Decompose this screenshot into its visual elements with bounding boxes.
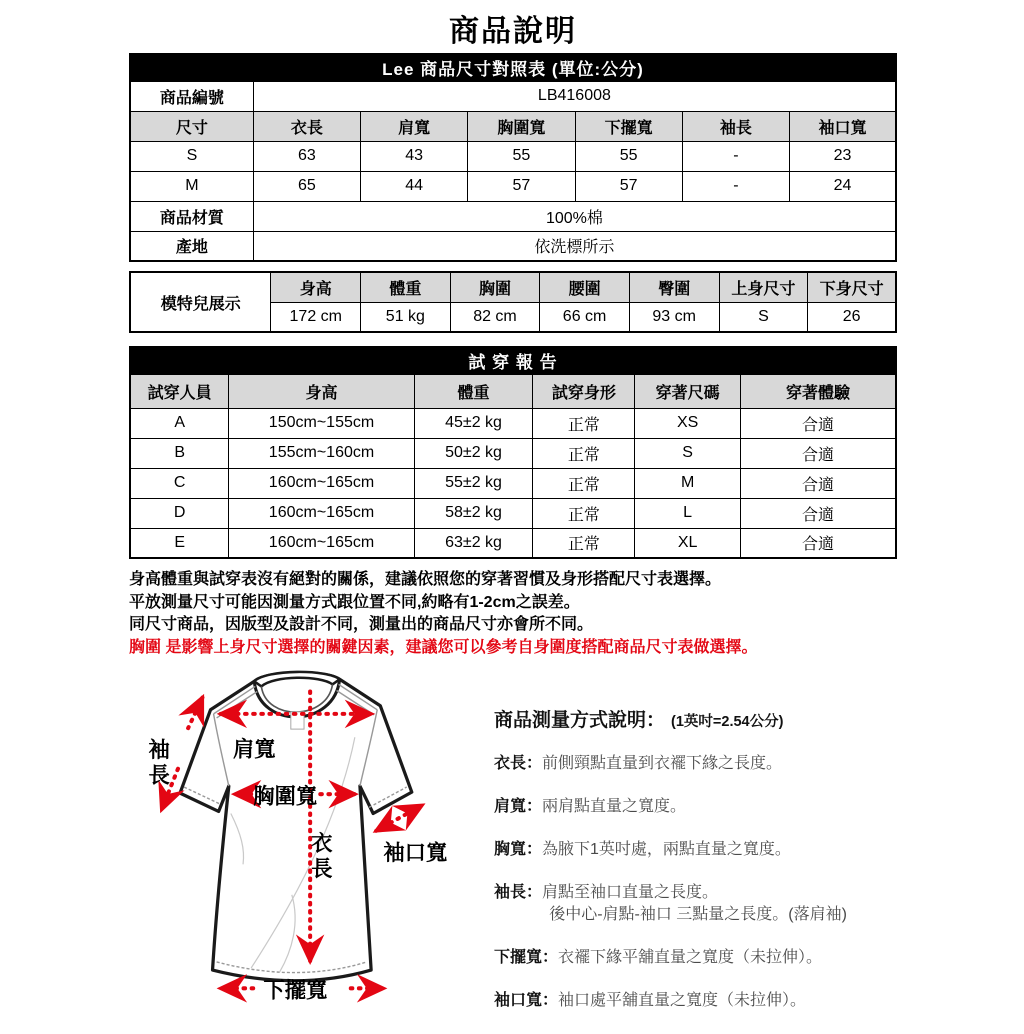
cell: S <box>635 438 741 468</box>
cell: A <box>130 408 229 438</box>
guide-item-sleeve-length <box>494 882 939 926</box>
column-header: 尺寸 <box>130 111 253 141</box>
column-header: 上身尺寸 <box>719 272 808 302</box>
cell: 63 <box>253 141 360 171</box>
guide-label: 袖口寬： <box>494 992 559 1009</box>
column-header: 袖長 <box>682 111 789 141</box>
material-value: 100%棉 <box>253 201 896 231</box>
guide-title <box>494 705 939 732</box>
guide-label: 袖長： <box>494 884 543 901</box>
cell: 合適 <box>740 468 896 498</box>
cell: 正常 <box>533 468 635 498</box>
garment-length-label: 衣長 <box>308 831 333 883</box>
model-display-label: 模特兒展示 <box>130 272 271 332</box>
cell: 正常 <box>533 438 635 468</box>
cell: 26 <box>808 302 896 332</box>
table-row-tester-d <box>130 498 896 528</box>
cell: 55 <box>468 141 575 171</box>
sleeve-length-upper-arrow <box>188 698 202 728</box>
cell: 24 <box>789 171 896 201</box>
cell: S <box>719 302 808 332</box>
size-notes <box>129 569 949 659</box>
column-header: 胸圍寬 <box>468 111 575 141</box>
column-header: 試穿人員 <box>130 374 229 408</box>
column-header: 穿著體驗 <box>740 374 896 408</box>
cell: 58±2 kg <box>414 498 533 528</box>
guide-text: 袖口處平舖直量之寬度（未拉伸）。 <box>558 992 807 1009</box>
tshirt-diagram-svg <box>137 661 467 1029</box>
cell: 合適 <box>740 408 896 438</box>
cell: C <box>130 468 229 498</box>
guide-item-chest-width <box>494 839 939 861</box>
column-header: 身高 <box>271 272 361 302</box>
note-line: 身高體重與試穿表沒有絕對的關係，建議依照您的穿著習慣及身形搭配尺寸表選擇。 <box>129 571 722 588</box>
column-header: 體重 <box>361 272 451 302</box>
table-row-tester-e <box>130 528 896 558</box>
column-header: 衣長 <box>253 111 360 141</box>
guide-item-hem-width <box>494 947 939 969</box>
column-header: 身高 <box>229 374 414 408</box>
column-header: 穿著尺碼 <box>635 374 741 408</box>
cell: 合適 <box>740 528 896 558</box>
cell: 65 <box>253 171 360 201</box>
cell: 50±2 kg <box>414 438 533 468</box>
guide-text-line2: 後中心-肩點-袖口 三點量之長度。(落肩袖) <box>549 906 847 923</box>
cell: B <box>130 438 229 468</box>
cell: E <box>130 528 229 558</box>
guide-text: 前側頸點直量到衣襬下緣之長度。 <box>542 755 783 772</box>
size-table-header-bar <box>130 54 896 81</box>
size-table <box>129 53 897 262</box>
table-row-tester-c <box>130 468 896 498</box>
column-header: 試穿身形 <box>533 374 635 408</box>
guide-label: 胸寬： <box>494 841 543 858</box>
chest-width-label: 胸圍寬 <box>253 784 318 809</box>
cell: XS <box>635 408 741 438</box>
table-row-material <box>130 201 896 231</box>
cell: D <box>130 498 229 528</box>
column-header: 胸圍 <box>450 272 540 302</box>
material-label: 商品材質 <box>130 201 253 231</box>
guide-item-shoulder-width <box>494 796 939 818</box>
fitting-table-column-header-row <box>130 374 896 408</box>
guide-label: 衣長： <box>494 755 543 772</box>
cuff-width-label: 袖口寬 <box>383 841 448 866</box>
origin-value: 依洗標所示 <box>253 231 896 261</box>
cell: 合適 <box>740 438 896 468</box>
cell: 66 cm <box>540 302 630 332</box>
cell: 57 <box>575 171 682 201</box>
cell: 43 <box>361 141 468 171</box>
cell: 63±2 kg <box>414 528 533 558</box>
cell: 55±2 kg <box>414 468 533 498</box>
note-line: 同尺寸商品，因版型及設計不同，測量出的商品尺寸亦會所不同。 <box>129 616 594 633</box>
cell: L <box>635 498 741 528</box>
cell: 55 <box>575 141 682 171</box>
column-header: 臀圍 <box>629 272 719 302</box>
table-row-size-s <box>130 141 896 171</box>
cell: 45±2 kg <box>414 408 533 438</box>
cell: 160cm~165cm <box>229 498 414 528</box>
size-table-column-header-row <box>130 111 896 141</box>
cell: S <box>130 141 253 171</box>
cell: 合適 <box>740 498 896 528</box>
cell: 57 <box>468 171 575 201</box>
column-header: 下身尺寸 <box>808 272 896 302</box>
cell: - <box>682 141 789 171</box>
hem-width-label: 下擺寬 <box>263 978 328 1003</box>
column-header: 下擺寬 <box>575 111 682 141</box>
cell: 160cm~165cm <box>229 468 414 498</box>
cell: - <box>682 171 789 201</box>
cell: 正常 <box>533 408 635 438</box>
cell: 正常 <box>533 528 635 558</box>
origin-label: 產地 <box>130 231 253 261</box>
column-header: 體重 <box>414 374 533 408</box>
cell: XL <box>635 528 741 558</box>
guide-text: 兩肩點直量之寬度。 <box>542 798 687 815</box>
tshirt-measurement-diagram <box>137 661 472 1034</box>
cell: M <box>635 468 741 498</box>
product-code-value: LB416008 <box>253 81 896 111</box>
table-row-tester-b <box>130 438 896 468</box>
guide-item-garment-length <box>494 753 939 775</box>
cell: 172 cm <box>271 302 361 332</box>
cell: 155cm~160cm <box>229 438 414 468</box>
cell: 82 cm <box>450 302 540 332</box>
column-header: 袖口寬 <box>789 111 896 141</box>
fitting-table-header-bar <box>130 347 896 374</box>
table-row <box>130 81 896 111</box>
column-header: 肩寬 <box>361 111 468 141</box>
guide-title-text: 商品測量方式說明： <box>494 710 666 731</box>
guide-label: 肩寬： <box>494 798 543 815</box>
page-title: 商品說明 <box>449 15 577 48</box>
note-line: 平放測量尺寸可能因測量方式跟位置不同,約略有1-2cm之誤差。 <box>129 593 580 611</box>
guide-text: 肩點至袖口直量之長度。 <box>542 884 719 901</box>
guide-item-cuff-width <box>494 990 939 1012</box>
table-row-tester-a <box>130 408 896 438</box>
cell: 160cm~165cm <box>229 528 414 558</box>
model-table-header-row <box>130 272 896 302</box>
model-table <box>129 271 897 333</box>
cell: 正常 <box>533 498 635 528</box>
cell: 44 <box>361 171 468 201</box>
measurement-section <box>129 661 1024 1034</box>
cell: 51 kg <box>361 302 451 332</box>
table-row-size-m <box>130 171 896 201</box>
cell: 93 cm <box>629 302 719 332</box>
size-table-title: Lee 商品尺寸對照表 (單位:公分) <box>130 54 896 81</box>
fitting-table-title: 試 穿 報 告 <box>130 347 896 374</box>
measurement-guide <box>494 661 939 1034</box>
cell: 150cm~155cm <box>229 408 414 438</box>
note-highlight: 胸圍 是影響上身尺寸選擇的關鍵因素，建議您可以參考自身圍度搭配商品尺寸表做選擇。 <box>129 638 758 656</box>
sleeve-length-label: 袖長 <box>145 738 170 790</box>
guide-label: 下擺寬： <box>494 949 559 966</box>
guide-text: 為腋下1英吋處，兩點直量之寬度。 <box>542 841 791 858</box>
column-header: 腰圍 <box>540 272 630 302</box>
shoulder-width-label: 肩寬 <box>232 737 276 762</box>
guide-text: 衣襬下緣平舖直量之寬度（未拉伸）。 <box>558 949 823 966</box>
product-code-label: 商品編號 <box>130 81 253 111</box>
cell: 23 <box>789 141 896 171</box>
table-row-origin <box>130 231 896 261</box>
cell: M <box>130 171 253 201</box>
guide-subtitle: (1英吋=2.54公分) <box>671 714 784 730</box>
fitting-report-table <box>129 346 897 559</box>
